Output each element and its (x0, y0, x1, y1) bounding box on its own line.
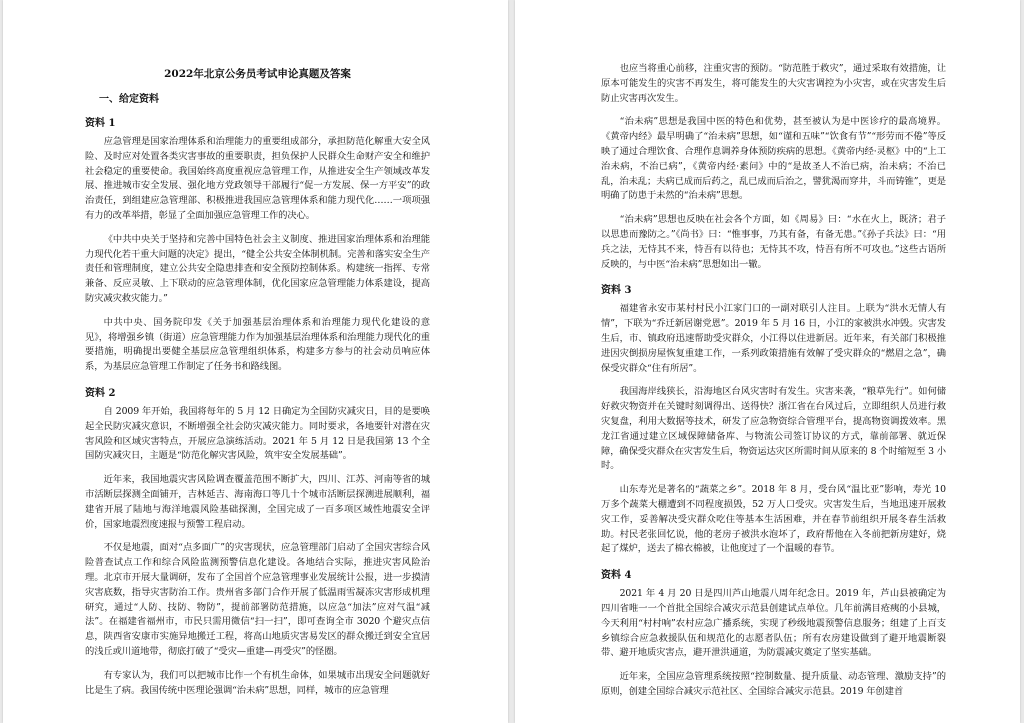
continued-paragraph-1: 也应当将重心前移，注重灾害的预防。“防范胜于救灾”，通过采取有效措施，让原本可能发生的灾害不再发生，将可能发生的大灾害调控为小灾害，或在灾害发生后防止灾害再次发生。 (601, 63, 946, 104)
material-4-paragraph-2: 近年来，全国应急管理系统按照“控制数量、提升质量、动态管理、激励支持”的原则，创建全国综合减灾示范社区、全国综合减灾示范县。2019 年创建首 (601, 671, 946, 697)
material-1-paragraph-3: 中共中央、国务院印发《关于加强基层治理体系和治理能力现代化建设的意见》，将增强乡镇（街道）应急管理能力作为加强基层治理体系和治理能力现代化的重要措施，明确提出要健全基层应急管理组织体系，构建多方参与的社会动员响应体系，为基层应急管理工作制定了任务书和路线图。 (85, 316, 430, 373)
material-3-paragraph-1: 福建省永安市某村村民小江家门口的一副对联引人注目。上联为“洪水无情人有情”，下联为“乔迁新居谢党恩”。2019 年 5 月 16 日，小江的家被洪水冲毁。灾害发生后，市、镇政府迅速帮助受灾群众，小江得以住进新居。近年来，有关部门积极推进因灾倒损房屋恢复重建工作，一系列政策措施有效解了受灾群众的“燃眉之急”，确保受灾群众“住有所居”。 (601, 303, 946, 374)
material-2-label: 资料 2 (85, 387, 116, 399)
material-2-paragraph-3: 不仅是地震，面对“点多面广”的灾害现状，应急管理部门启动了全国灾害综合风险普查试点工作和综合风险监测预警信息化建设。各地结合实际，推进灾害风险治理。北京市开展大量调研，发布了全国首个应急管理事业发展统计公报，进一步摸清灾害底数，指导灾害防治工作。贵州省多部门合作开展了低温雨雪凝冻灾害形成机理研究，通过“人防、技防、物防”，提前部署防范措施，以应急“加法”应对气温“减法”。在福建省福州市，市民只需用微信“扫一扫”，即可查询全市 3020 个避灾点信息，陕西省安康市实施异地搬迁工程，将高山地质灾害易发区的群众搬迁到安全宜居的浅丘或川道地带，彻底打破了“受灾—重建—再受灾”的怪圈。 (85, 542, 430, 657)
document-page-right (515, 0, 1020, 723)
material-4-paragraph-1: 2021 年 4 月 20 日是四川芦山地震八周年纪念日。2019 年，芦山县被确定为四川省唯一一个首批全国综合减灾示范县创建试点单位。几年前满目疮痍的小县城，今天利用“村村响”农村应急广播系统，实现了秒级地震预警信息服务；组建了上百支乡镇综合应急救援队伍和规范化的志愿者队伍；所有农房建设做到了避开地震断裂带、避开地质灾害点，避开泄洪通道，为防震减灾奠定了坚实基础。 (601, 588, 946, 659)
continued-paragraph-3: “治未病”思想也反映在社会各个方面，如《周易》曰：“水在火上，既济；君子以思患而豫防之。”《尚书》曰：“惟事事，乃其有备，有备无患。”《孙子兵法》曰：“用兵之法，无恃其不来，恃吾有以待也；无恃其不攻，恃吾有所不可攻也。”这些古语所反映的，与中医“治未病”思想如出一辙。 (601, 214, 946, 270)
material-2-paragraph-4: 有专家认为，我们可以把城市比作一个有机生命体，如果城市出现安全问题就好比是生了病。我国传统中医理论强调“治未病”思想，同样，城市的应急管理 (85, 669, 430, 696)
document-page-left (3, 0, 508, 723)
material-1-label: 资料 1 (85, 118, 116, 129)
material-3-paragraph-2: 我国海岸线狭长，沿海地区台风灾害时有发生。灾害来袭，“粮草先行”。如何储好救灾物资并在关键时刻调得出、送得快？浙江省在台风过后，立即组织人员进行救灾复盘，利用大数据等技术，研发了应急物资综合管理平台，提高物资调拨效率。黑龙江省通过建立区域保障储备库、与物流公司签订协议的方式，靠前部署、就近保障，确保受灾群众在灾害发生后，物资运达灾区所需时间从原来的 8 个时缩短至 3 小时。 (601, 386, 946, 472)
material-4-label: 资料 4 (601, 570, 632, 582)
material-2-paragraph-2: 近年来，我国地震灾害风险调查覆盖范围不断扩大，四川、江苏、河南等省的城市活断层探测全面铺开，吉林延吉、海南海口等几十个城市活断层探测进展顺利，福建省开展了陆地与海洋地震风险基础探测，全国完成了一百多项区域性地震安全评价，国家地震烈度速报与预警工程启动。 (85, 474, 430, 530)
material-2-paragraph-1: 自 2009 年开始，我国将每年的 5 月 12 日确定为全国防灾减灾日，目的是要唤起全民防灾减灾意识，不断增强全社会防灾减灾能力。同时要求，各地要针对潜在灾害风险和区域灾害特点，开展应急演练活动。2021 年 5 月 12 日是我国第 13 个全国防灾减灾日，主题是“防范化解灾害风险，筑牢安全发展基础”。 (85, 405, 430, 462)
section-heading: 一、给定资料 (99, 94, 159, 105)
document-title: 2022年北京公务员考试申论真题及答案 (164, 68, 351, 80)
material-1-paragraph-1: 应急管理是国家治理体系和治理能力的重要组成部分，承担防范化解重大安全风险、及时应对处置各类灾害事故的重要职责，担负保护人民群众生命财产安全和维护社会稳定的重要使命。我国始终高度重视应急管理工作，从推进安全生产领域改革发展、推进城市安全发展、强化地方党政领导干部履行“促一方发展、保一方平安”的政治责任，到组建应急管理部、积极推进我国应急管理体系和能力现代化……一项项强有力的改革举措，彰显了全面加强应急管理工作的决心。 (85, 136, 430, 221)
continued-paragraph-2: “治未病”思想是我国中医的特色和优势，甚至被认为是中医诊疗的最高境界。《黄帝内经》最早明确了“治未病”思想，如“谨和五味”“饮食有节”“形劳而不倦”等反映了通过合理饮食、合理作息调养身体预防疾病的思想。《黄帝内经·灵枢》中的“上工治未病，不治已病”，《黄帝内经·素问》中的“是故圣人不治已病，治未病；不治已乱，治未乱；夫病已成而后药之，乱已成而后治之，譬犹渴而穿井，斗而铸锥”，更是明确了防患于未然的“治未病”思想。 (601, 116, 946, 202)
material-1-paragraph-2: 《中共中央关于坚持和完善中国特色社会主义制度、推进国家治理体系和治理能力现代化若干重大问题的决定》提出，“健全公共安全体制机制。完善和落实安全生产责任和管理制度，建立公共安全隐患排查和安全预防控制体系。构建统一指挥、专常兼备、反应灵敏、上下联动的应急管理体制，优化国家应急管理能力体系建设，提高防灾减灾救灾能力。” (85, 233, 430, 304)
material-3-label: 资料 3 (601, 285, 632, 297)
material-3-paragraph-3: 山东寿光是著名的“蔬菜之乡”。2018 年 8 月，受台风“温比亚”影响，寿光 10 万多个蔬菜大棚遭到不同程度损毁，52 万人口受灾。灾害发生后，当地迅速开展救灾工作，妥善解决受灾群众吃住等基本生活困难，并在春节前组织开展冬春生活救助。村民老张回忆说，他的老房子被洪水泡坏了，政府帮他在入冬前把新房建好，烧起了煤炉，送去了棉衣棉被，让他度过了一个温暖的春节。 (601, 484, 946, 555)
